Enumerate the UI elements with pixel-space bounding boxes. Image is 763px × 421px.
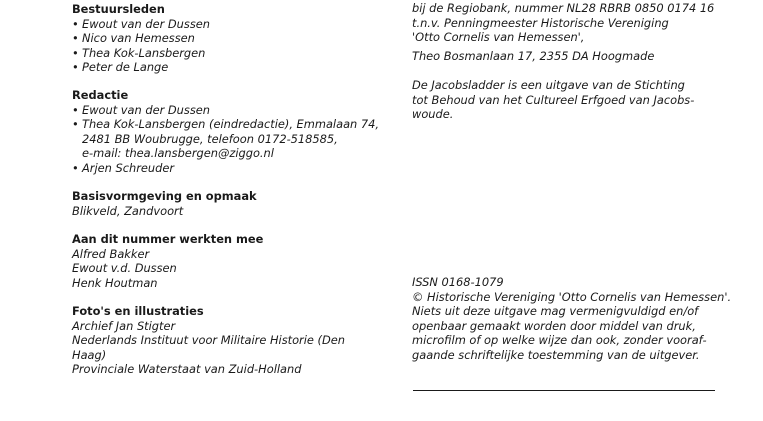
payment-section [412,1,717,45]
copyright-line: © Historische Vereniging 'Otto Cornelis van Hemessen'. [412,289,732,304]
copyright-line: openbaar gemaakt worden door middel van druk, [412,318,696,333]
editorial-member: • Ewout van der Dussen [72,103,392,118]
payment-line: bij de Regiobank, nummer NL28 RBRB 0850 0174 16 [412,1,715,15]
editorial-section [72,88,392,175]
contributor-name: Alfred Bakker [72,246,150,261]
payment-address [412,49,717,64]
board-member: • Nico van Hemessen [72,31,392,46]
photo-credit: Archief Jan Stigter [72,318,176,333]
board-member: • Ewout van der Dussen [72,17,392,32]
publisher-section [412,78,717,122]
copyright-line: Niets uit deze uitgave mag vermenigvuldigd en/of [412,304,699,318]
payment-line: t.n.v. Penningmeester Historische Vereniging [412,15,669,30]
publisher-line: De Jacobsladder is een uitgave van de Stichting [412,78,685,92]
contributor-name: Henk Houtman [72,275,158,290]
board-member: • Thea Kok-Lansbergen [72,46,392,61]
contributors-section [72,232,392,290]
design-line: Blikveld, Zandvoort [72,203,184,218]
board-heading: Bestuursleden [72,2,165,16]
board-member: • Peter de Lange [72,60,392,75]
editorial-email: e-mail: thea.lansbergen@ziggo.nl [82,146,274,160]
payment-line: 'Otto Cornelis van Hemessen', [412,30,585,44]
bottom-rule [413,390,715,391]
photo-credit: Haag) [72,347,107,362]
photo-credit: Nederlands Instituut voor Militaire Historie (Den [72,333,345,347]
editorial-heading: Redactie [72,88,129,102]
contributors-heading: Aan dit nummer werkten mee [72,232,264,246]
contributor-name: Ewout v.d. Dussen [72,261,177,275]
board-section [72,2,392,75]
editorial-member: • Arjen Schreuder [72,161,392,176]
photos-heading: Foto's en illustraties [72,304,204,318]
photos-section [72,304,392,377]
copyright-line: gaande schriftelijke toestemming van de uitgever. [412,347,700,362]
editorial-address: 2481 BB Woubrugge, telefoon 0172-518585, [82,131,338,146]
copyright-line: microfilm of op welke wijze dan ook, zonder vooraf- [412,333,707,347]
issn: ISSN 0168-1079 [412,275,504,289]
publisher-line: woude. [412,107,454,121]
copyright-section [412,275,732,362]
treasurer-address: Theo Bosmanlaan 17, 2355 DA Hoogmade [412,49,655,63]
design-heading: Basisvormgeving en opmaak [72,189,257,203]
photo-credit: Provinciale Waterstaat van Zuid-Holland [72,362,302,376]
publisher-line: tot Behoud van het Cultureel Erfgoed van Jacobs- [412,92,695,107]
editorial-member: • Thea Kok-Lansbergen (eindredactie), Emmalaan 74, [72,117,392,132]
design-section [72,189,392,218]
